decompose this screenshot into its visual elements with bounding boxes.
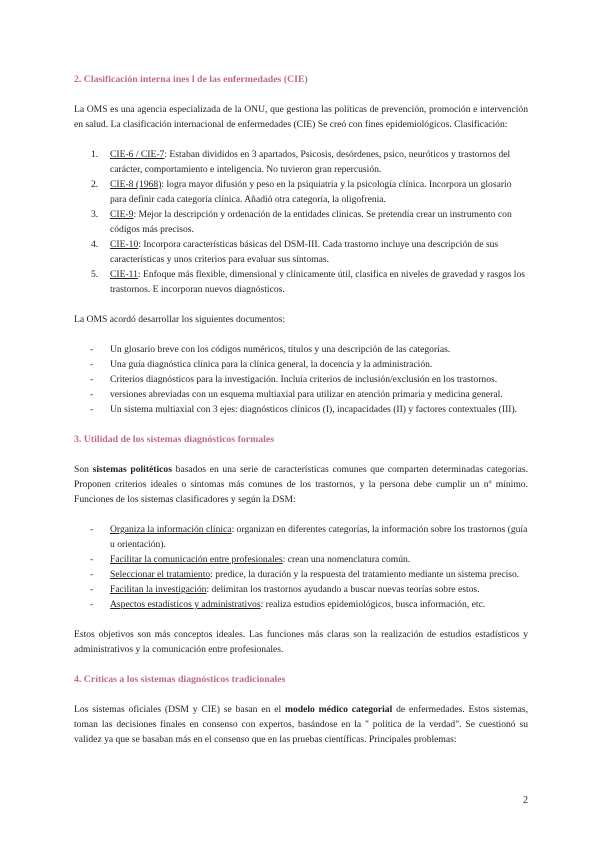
cie-link[interactable]: CIE-6 / CIE-7 (110, 149, 165, 160)
list-item: - Aspectos estadísticos y administrativos: realiza estudios epidemiológicos, busca información, etc. (90, 599, 486, 610)
cie-version-list (74, 147, 528, 297)
cie-link[interactable]: CIE-11 (110, 269, 138, 280)
section-4-intro: Los sistemas oficiales (DSM y CIE) se basan en el modelo médico categorial de enfermedades. Estos sistemas, toman las decisiones finales en consenso con expertos, basándose en la " política de la verdad". Se cuestionó su validez ya que se basaban más en el consenso que en las pruebas científicas. Principales problemas: (74, 704, 529, 745)
list-item: 4. CIE-10: Incorpora características básicas del DSM-III. Cada trastorno incluye una descripción de sus características y unos criterios para evaluar sus síntomas. (91, 239, 499, 265)
list-item: - Un sistema multiaxial con 3 ejes: diagnósticos clínicos (I), incapacidades (II) y factores contextuales (III). (90, 404, 518, 415)
list-item: 2. CIE-8 (1968): logra mayor difusión y peso en la psiquiatría y la psicología clínica. Incorpora un glosario para definir cada categoría clínica. Añadió otra categoría, la oligofrenia. (91, 179, 512, 205)
document-page (74, 72, 528, 747)
function-link[interactable]: Facilitan la investigación (110, 584, 207, 595)
documents-list (74, 342, 528, 417)
cie-link[interactable]: CIE-8 (1968) (110, 179, 162, 190)
list-item: 5. CIE-11: Enfoque más flexible, dimensional y clínicamente útil, clasifica en niveles de gravedad y rasgos los trastornos. E incorporan nuevos diagnósticos. (91, 269, 525, 295)
list-item: 3. CIE-9: Mejor la descripción y ordenación de la entidades clínicas. Se pretendía crear un instrumento con códigos más precisos. (91, 209, 512, 235)
section-2-intro: La OMS es una agencia especializada de la ONU, que gestiona las políticas de prevención, promoción e intervención en salud. La clasificación internacional de enfermedades (CIE) Se creó con fines epidemiológicos. Clasificación: (74, 104, 528, 130)
list-item: - Seleccionar el tratamiento: predice, la duración y la respuesta del tratamiento mediante un sistema preciso. (90, 569, 520, 580)
list-item: - Una guía diagnóstica clínica para la clínica general, la docencia y la administración. (90, 359, 433, 370)
list-item: - Un glosario breve con los códigos numéricos, títulos y una descripción de las categorías. (90, 344, 451, 355)
list-item: - Organiza la información clínica: organizan en diferentes categorías, la información sobre los trastornos (guía u orientación). (90, 524, 528, 550)
cie-link[interactable]: CIE-10 (110, 239, 139, 250)
cie-link[interactable]: CIE-9 (110, 209, 134, 220)
functions-list (74, 522, 528, 612)
function-link[interactable]: Organiza la información clínica (110, 524, 232, 535)
list-item: - Facilitan la investigación: delimitan los trastornos ayudando a buscar nuevas teorías sobre estos. (90, 584, 480, 595)
function-link[interactable]: Aspectos estadísticos y administrativos (110, 599, 261, 610)
section-3-intro: Son sistemas politéticos basados en una serie de características comunes que comparten determinadas categorías. Proponen criterios ideales o síntomas más comunes de los trastornos, y la persona debe cumplir un nº mínimo. Funciones de los sistemas clasificadores y según la DSM: (74, 464, 529, 505)
function-link[interactable]: Facilitar la comunicación entre profesionales (110, 554, 283, 565)
list-item: - Facilitar la comunicación entre profesionales: crean una nomenclatura común. (90, 554, 411, 565)
documents-intro: La OMS acordó desarrollar los siguientes documentos: (74, 314, 286, 325)
section-2-heading: 2. Clasificación interna ines l de las enfermedades (CIE) (74, 74, 308, 85)
function-link[interactable]: Seleccionar el tratamiento (110, 569, 211, 580)
section-3-closing: Estos objetivos son más conceptos ideales. Las funciones más claras son la realización de estudios estadísticos y administrativos y la comunicación entre profesionales. (74, 629, 528, 655)
section-4-heading: 4. Críticas a los sistemas diagnósticos tradicionales (74, 674, 286, 685)
page-number: 2 (523, 795, 528, 806)
list-item: 1. CIE-6 / CIE-7: Estaban divididos en 3 apartados, Psicosis, desórdenes, psico, neuróticos y trastornos del carácter, comportamiento e inteligencia. No tuvieron gran repercusión. (91, 149, 511, 175)
section-3-heading: 3. Utilidad de los sistemas diagnósticos formales (74, 434, 275, 445)
list-item: - Criterios diagnósticos para la investigación. Incluía criterios de inclusión/exclusión en los trastornos. (90, 374, 498, 385)
list-item: - versiones abreviadas con un esquema multiaxial para utilizar en atención primaria y medicina general. (90, 389, 503, 400)
